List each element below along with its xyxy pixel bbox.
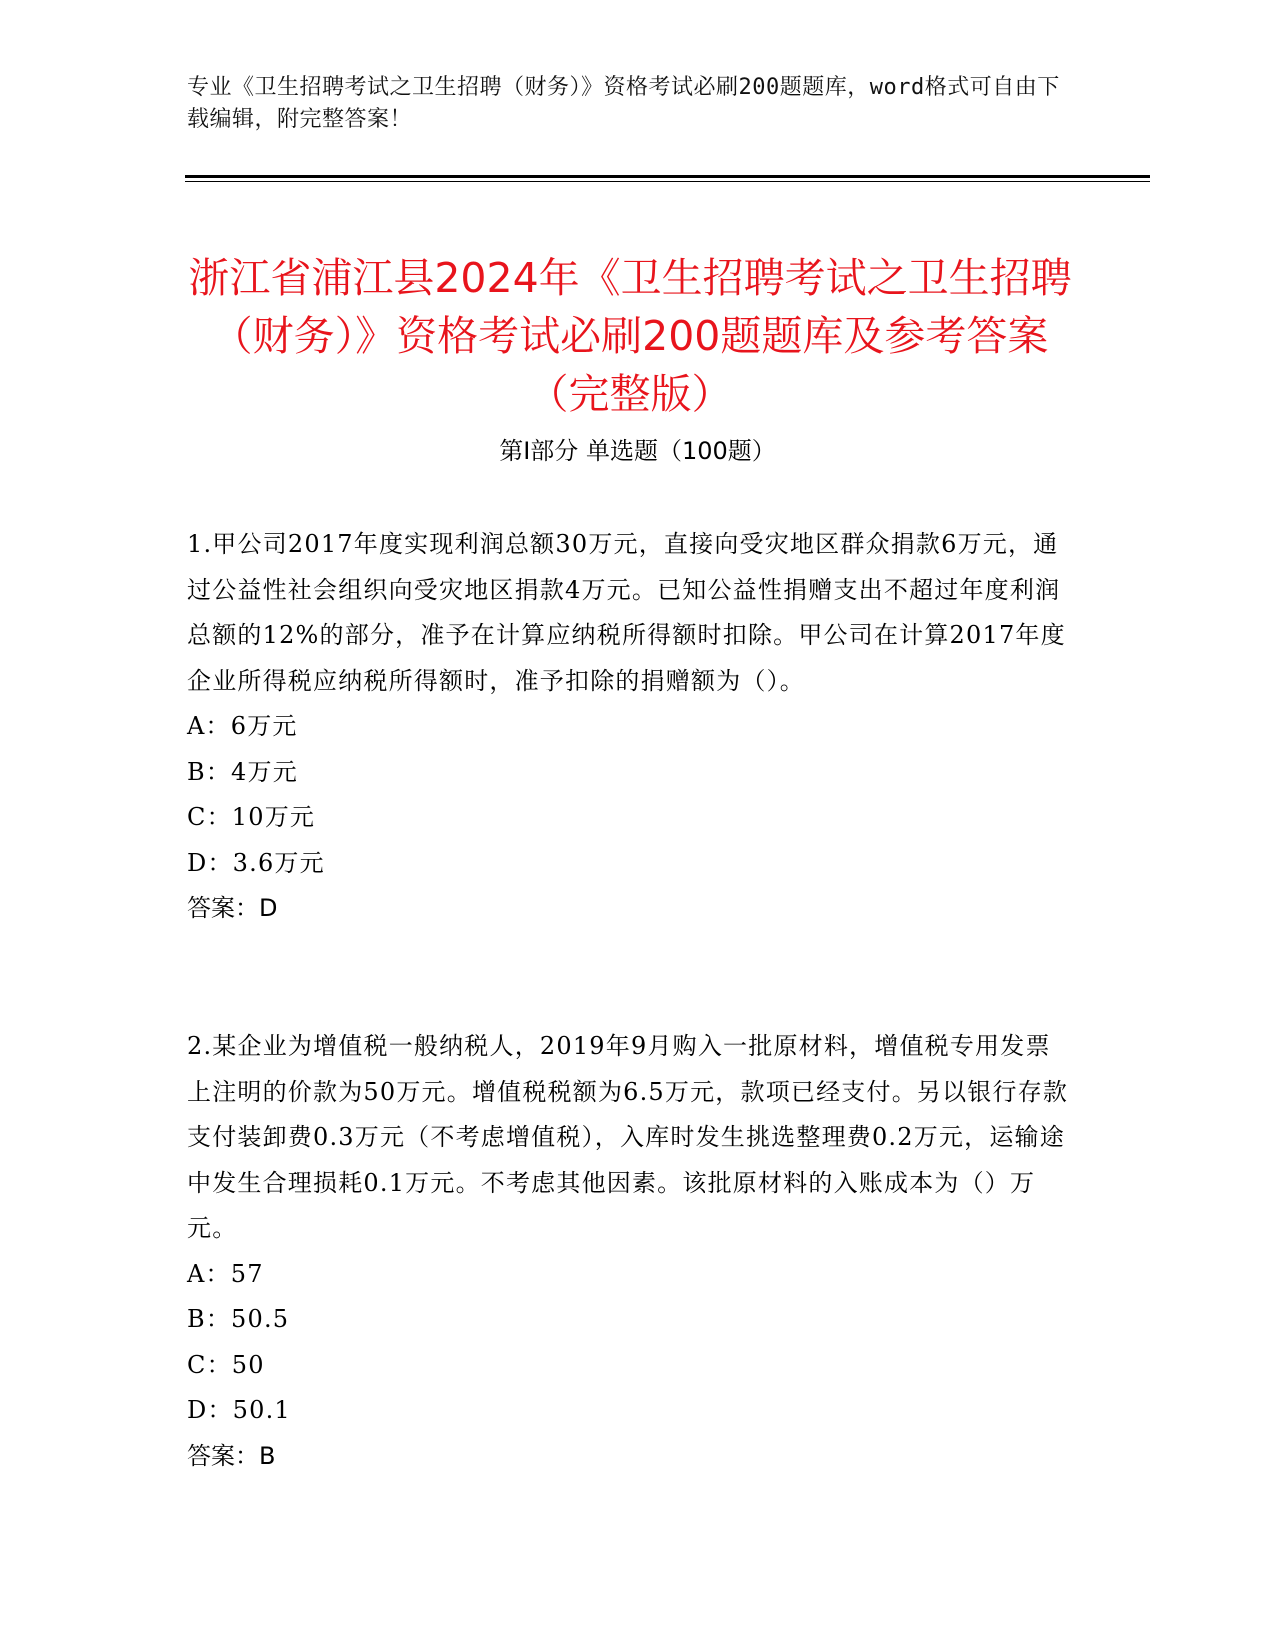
answer-line: 答案：B xyxy=(187,1441,276,1470)
option-a: A：6万元 xyxy=(187,712,298,740)
question-2 xyxy=(187,1024,1072,1479)
option-d: D：50.1 xyxy=(187,1396,291,1424)
option-c: C：50 xyxy=(187,1350,265,1379)
option-a: A：57 xyxy=(187,1259,264,1288)
header-note: 专业《卫生招聘考试之卫生招聘（财务）》资格考试必刷200题题库，word格式可自由下载编辑，附完整答案！ xyxy=(187,75,1060,132)
option-d: D：3.6万元 xyxy=(187,848,325,877)
question-stem: 2.某企业为增值税一般纳税人，2019年9月购入一批原材料，增值税专用发票上注明的价款为50万元。增值税税额为6.5万元，款项已经支付。另以银行存款支付装卸费0.3万元（不考虑增值税），入库时发生挑选整理费0.2万元，运输途中发生合理损耗0.1万元。不考虑其他因素。该批原材料的入账成本为（）万元。 xyxy=(187,1032,1069,1242)
option-b: B：4万元 xyxy=(187,757,298,786)
section-title: 第Ⅰ部分 单选题（100题） xyxy=(499,437,776,465)
option-b: B：50.5 xyxy=(187,1305,290,1333)
answer-line: 答案：D xyxy=(187,894,278,922)
header-rule-thick xyxy=(185,175,1150,178)
document-title: 浙江省浦江县2024年《卫生招聘考试之卫生招聘（财务）》资格考试必刷200题题库及参考答案（完整版） xyxy=(188,254,1072,419)
question-stem: 1.甲公司2017年度实现利润总额30万元，直接向受灾地区群众捐款6万元，通过公益性社会组织向受灾地区捐款4万元。已知公益性捐赠支出不超过年度利润总额的12%的部分，准予在计算应纳税所得额时扣除。甲公司在计算2017年度企业所得税应纳税所得额时，准予扣除的捐赠额为（）。 xyxy=(187,530,1066,695)
question-1 xyxy=(187,522,1072,932)
header-rule-thin xyxy=(185,181,1150,182)
option-c: C：10万元 xyxy=(187,803,316,831)
